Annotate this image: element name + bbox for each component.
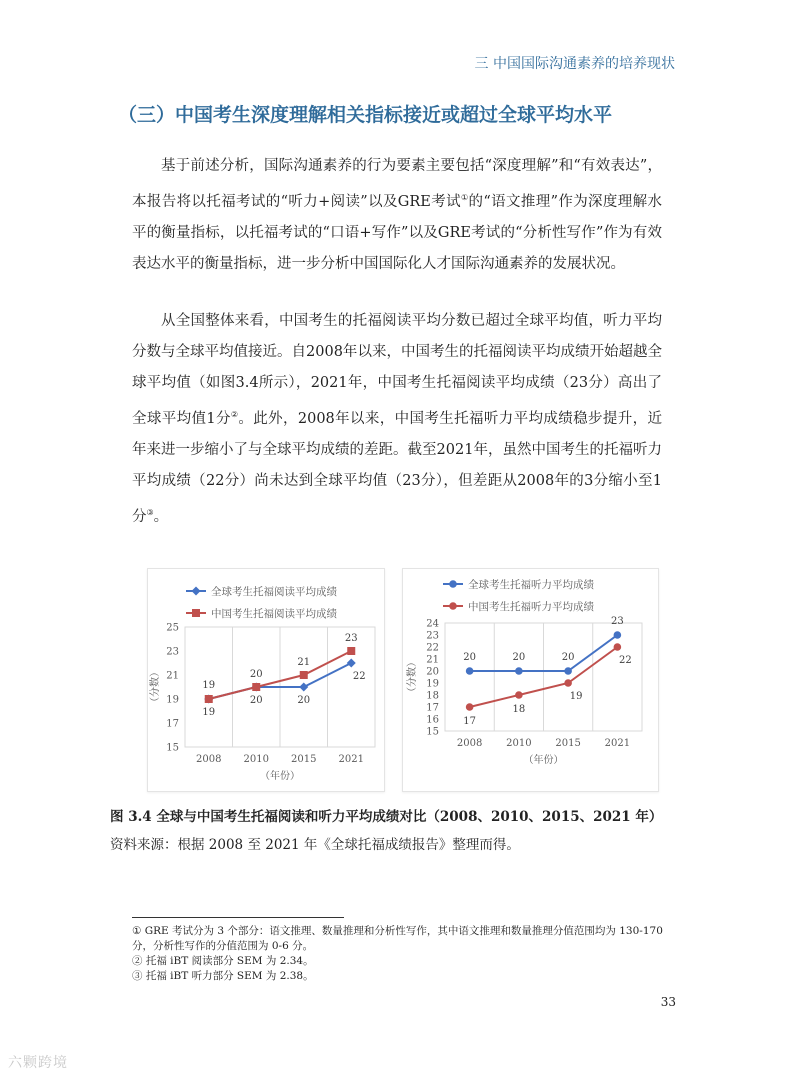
y-tick-label: 24 [426, 618, 439, 630]
running-header: 三 中国国际沟通素养的培养现状 [474, 56, 675, 72]
section-heading: （三）中国考生深度理解相关指标接近或超过全球平均水平 [118, 104, 613, 126]
data-point [347, 647, 355, 655]
data-label: 19 [569, 691, 583, 702]
x-tick-label: 2015 [291, 754, 317, 765]
paragraph-1 [132, 151, 662, 280]
paragraph-2-text-a: 从全国整体来看，中国考生的托福阅读平均分数已超过全球平均值，听力平均分数与全球平均值接近。自2008年以来，中国考生的托福阅读平均成绩开始超越全球平均值（如图3.4所示），2021年，中国考生托福阅读平均成绩（23分）高出了全球平均值1分 [132, 313, 662, 427]
y-tick-label: 18 [426, 690, 439, 702]
data-point [300, 671, 308, 679]
data-point [347, 659, 356, 668]
legend-label-0: 全球考生托福阅读平均成绩 [211, 586, 337, 598]
legend-label-1: 中国考生托福阅读平均成绩 [211, 608, 337, 620]
data-label: 20 [512, 652, 526, 663]
data-point [252, 683, 260, 691]
listening-chart-svg [403, 569, 658, 791]
listening-score-chart [402, 568, 659, 792]
x-tick-label: 2021 [604, 738, 631, 749]
figure-source: 资料来源：根据 2008 至 2021 年《全球托福成绩报告》整理而得。 [110, 837, 520, 853]
data-label: 19 [202, 707, 216, 718]
y-tick-label: 16 [426, 714, 439, 726]
footnote-divider [132, 917, 344, 918]
y-tick-label: 25 [166, 622, 179, 634]
x-axis-title: （年份） [260, 771, 300, 782]
x-tick-label: 2010 [243, 754, 269, 765]
data-label: 23 [344, 633, 358, 644]
footnote-1: ① GRE 考试分为 3 个部分：语文推理、数量推理和分析性写作，其中语文推理和数量推理分值范围均为 130-170 分，分析性写作的分值范围为 0-6 分。 [132, 925, 663, 952]
y-axis-title: （分数） [150, 667, 161, 707]
data-label: 20 [249, 669, 263, 680]
data-point [466, 703, 474, 711]
figure-caption: 图 3.4 全球与中国考生托福阅读和听力平均成绩对比（2008、2010、2015、2021 年） [110, 809, 663, 825]
y-tick-label: 22 [426, 642, 439, 654]
y-tick-label: 19 [166, 694, 179, 706]
footnote-ref-2[interactable]: ② [230, 410, 239, 419]
watermark-logo: 六颗跨境 [8, 1055, 68, 1071]
x-tick-label: 2008 [456, 738, 483, 749]
legend-marker-1 [449, 602, 457, 610]
x-axis-title: （年份） [523, 755, 564, 766]
data-label: 22 [352, 671, 366, 682]
legend-marker-0 [192, 587, 201, 596]
x-tick-label: 2021 [338, 754, 364, 765]
y-tick-label: 15 [166, 742, 179, 754]
y-tick-label: 15 [426, 726, 439, 738]
y-tick-label: 17 [426, 702, 439, 714]
data-point [515, 667, 523, 675]
data-label: 22 [619, 655, 632, 666]
paragraph-2-text-c: 。 [153, 508, 169, 525]
legend-marker-1 [192, 609, 200, 617]
paragraph-1-text-a: 基于前述分析，国际沟通素养的行为要素主要包括“深度理解”和“有效表达”，本报告将以托福考试的“听力+阅读”以及GRE考试 [132, 158, 662, 210]
footnote-3: ③ 托福 iBT 听力部分 SEM 为 2.38。 [132, 970, 314, 982]
y-tick-label: 23 [426, 630, 439, 642]
paragraph-2 [132, 306, 662, 533]
data-point [205, 695, 213, 703]
data-point [299, 683, 308, 692]
data-label: 23 [611, 616, 624, 627]
y-tick-label: 20 [426, 666, 439, 678]
paragraph-1-text-b: 的“语文推理”作为深度理解水平的衡量指标，以托福考试的“口语+写作”以及GRE考试的“分析性写作”作为有效表达水平的衡量指标，进一步分析中国国际化人才国际沟通素养的发展状况。 [132, 193, 662, 272]
data-point [515, 691, 523, 699]
data-label: 19 [202, 680, 216, 691]
legend-label-0: 全球考生托福听力平均成绩 [468, 579, 594, 591]
footnote-ref-3[interactable]: ③ [146, 507, 154, 517]
y-tick-label: 21 [426, 654, 439, 666]
data-point [564, 679, 572, 687]
y-tick-label: 19 [426, 678, 439, 690]
reading-chart-svg [148, 569, 384, 791]
y-tick-label: 17 [166, 718, 179, 730]
legend-marker-0 [449, 580, 457, 588]
page-number: 33 [660, 995, 676, 1009]
paragraph-2-text-b: 。此外，2008年以来，中国考生托福听力平均成绩稳步提升，近年来进一步缩小了与全球平均成绩的差距。截至2021年，虽然中国考生的托福听力平均成绩（22分）尚未达到全球平均值（23分），但差距从2008年的3分缩小至1分 [132, 410, 662, 525]
x-tick-label: 2008 [196, 754, 222, 765]
footnotes [132, 924, 667, 984]
x-tick-label: 2010 [506, 738, 532, 749]
data-label: 20 [463, 652, 476, 663]
legend-label-1: 中国考生托福听力平均成绩 [468, 601, 594, 613]
reading-score-chart [147, 568, 385, 792]
y-axis-title: （分数） [407, 657, 418, 697]
data-label: 20 [561, 652, 575, 663]
data-label: 18 [512, 704, 526, 715]
data-label: 20 [297, 695, 311, 706]
x-tick-label: 2015 [555, 738, 581, 749]
data-point [614, 631, 622, 639]
data-point [614, 643, 622, 651]
data-point [466, 667, 474, 675]
data-label: 21 [297, 657, 311, 668]
data-label: 17 [463, 716, 476, 727]
y-tick-label: 21 [166, 670, 179, 682]
data-label: 20 [249, 695, 263, 706]
footnote-2: ② 托福 iBT 阅读部分 SEM 为 2.34。 [132, 955, 314, 967]
footnote-ref-1[interactable]: ① [460, 193, 469, 202]
y-tick-label: 23 [166, 646, 179, 658]
data-point [564, 667, 572, 675]
